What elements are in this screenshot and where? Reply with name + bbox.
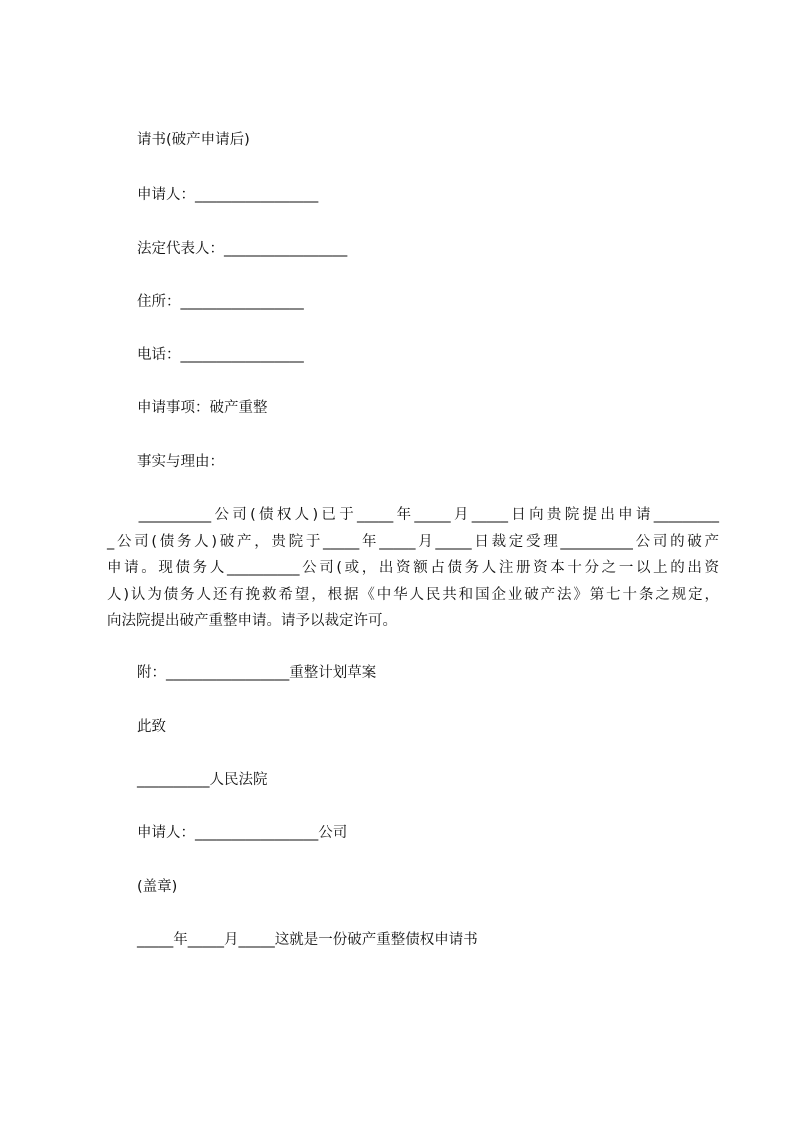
seal-line: (盖章) [137, 879, 178, 895]
facts-heading: 事实与理由： [137, 454, 224, 470]
attachment-line: 附：_________________重整计划草案 [137, 665, 377, 681]
salutation: 此致 [137, 719, 166, 735]
body-line: 向法院提出破产重整申请。请予以裁定许可。 [107, 613, 397, 629]
body-line: 申请。现债务人__________公司(或，出资额占债务人注册资本十分之一以上的出资 [107, 560, 719, 576]
applicant-field: 申请人：_________________ [137, 187, 319, 203]
address-field: 住所：_________________ [137, 294, 304, 310]
body-line: 人)认为债务人还有挽救希望，根据《中华人民共和国企业破产法》第七十条之规定， [107, 587, 719, 603]
body-line: __________公司(债权人)已于_____年_____月_____日向贵院提出申请_________ [107, 507, 719, 523]
legal-rep-field: 法定代表人：_________________ [137, 241, 348, 257]
signature-line: 申请人：_________________公司 [137, 825, 348, 841]
document-title: 请书(破产申请后) [137, 132, 250, 148]
phone-field: 电话：_________________ [137, 347, 304, 363]
date-line: _____年_____月_____这就是一份破产重整债权申请书 [137, 932, 478, 948]
court-line: __________人民法院 [137, 772, 268, 788]
body-line: _公司(债务人)破产，贵院于_____年_____月_____日裁定受理__________公司的破产 [107, 534, 719, 550]
matter-field: 申请事项：破产重整 [137, 400, 268, 416]
